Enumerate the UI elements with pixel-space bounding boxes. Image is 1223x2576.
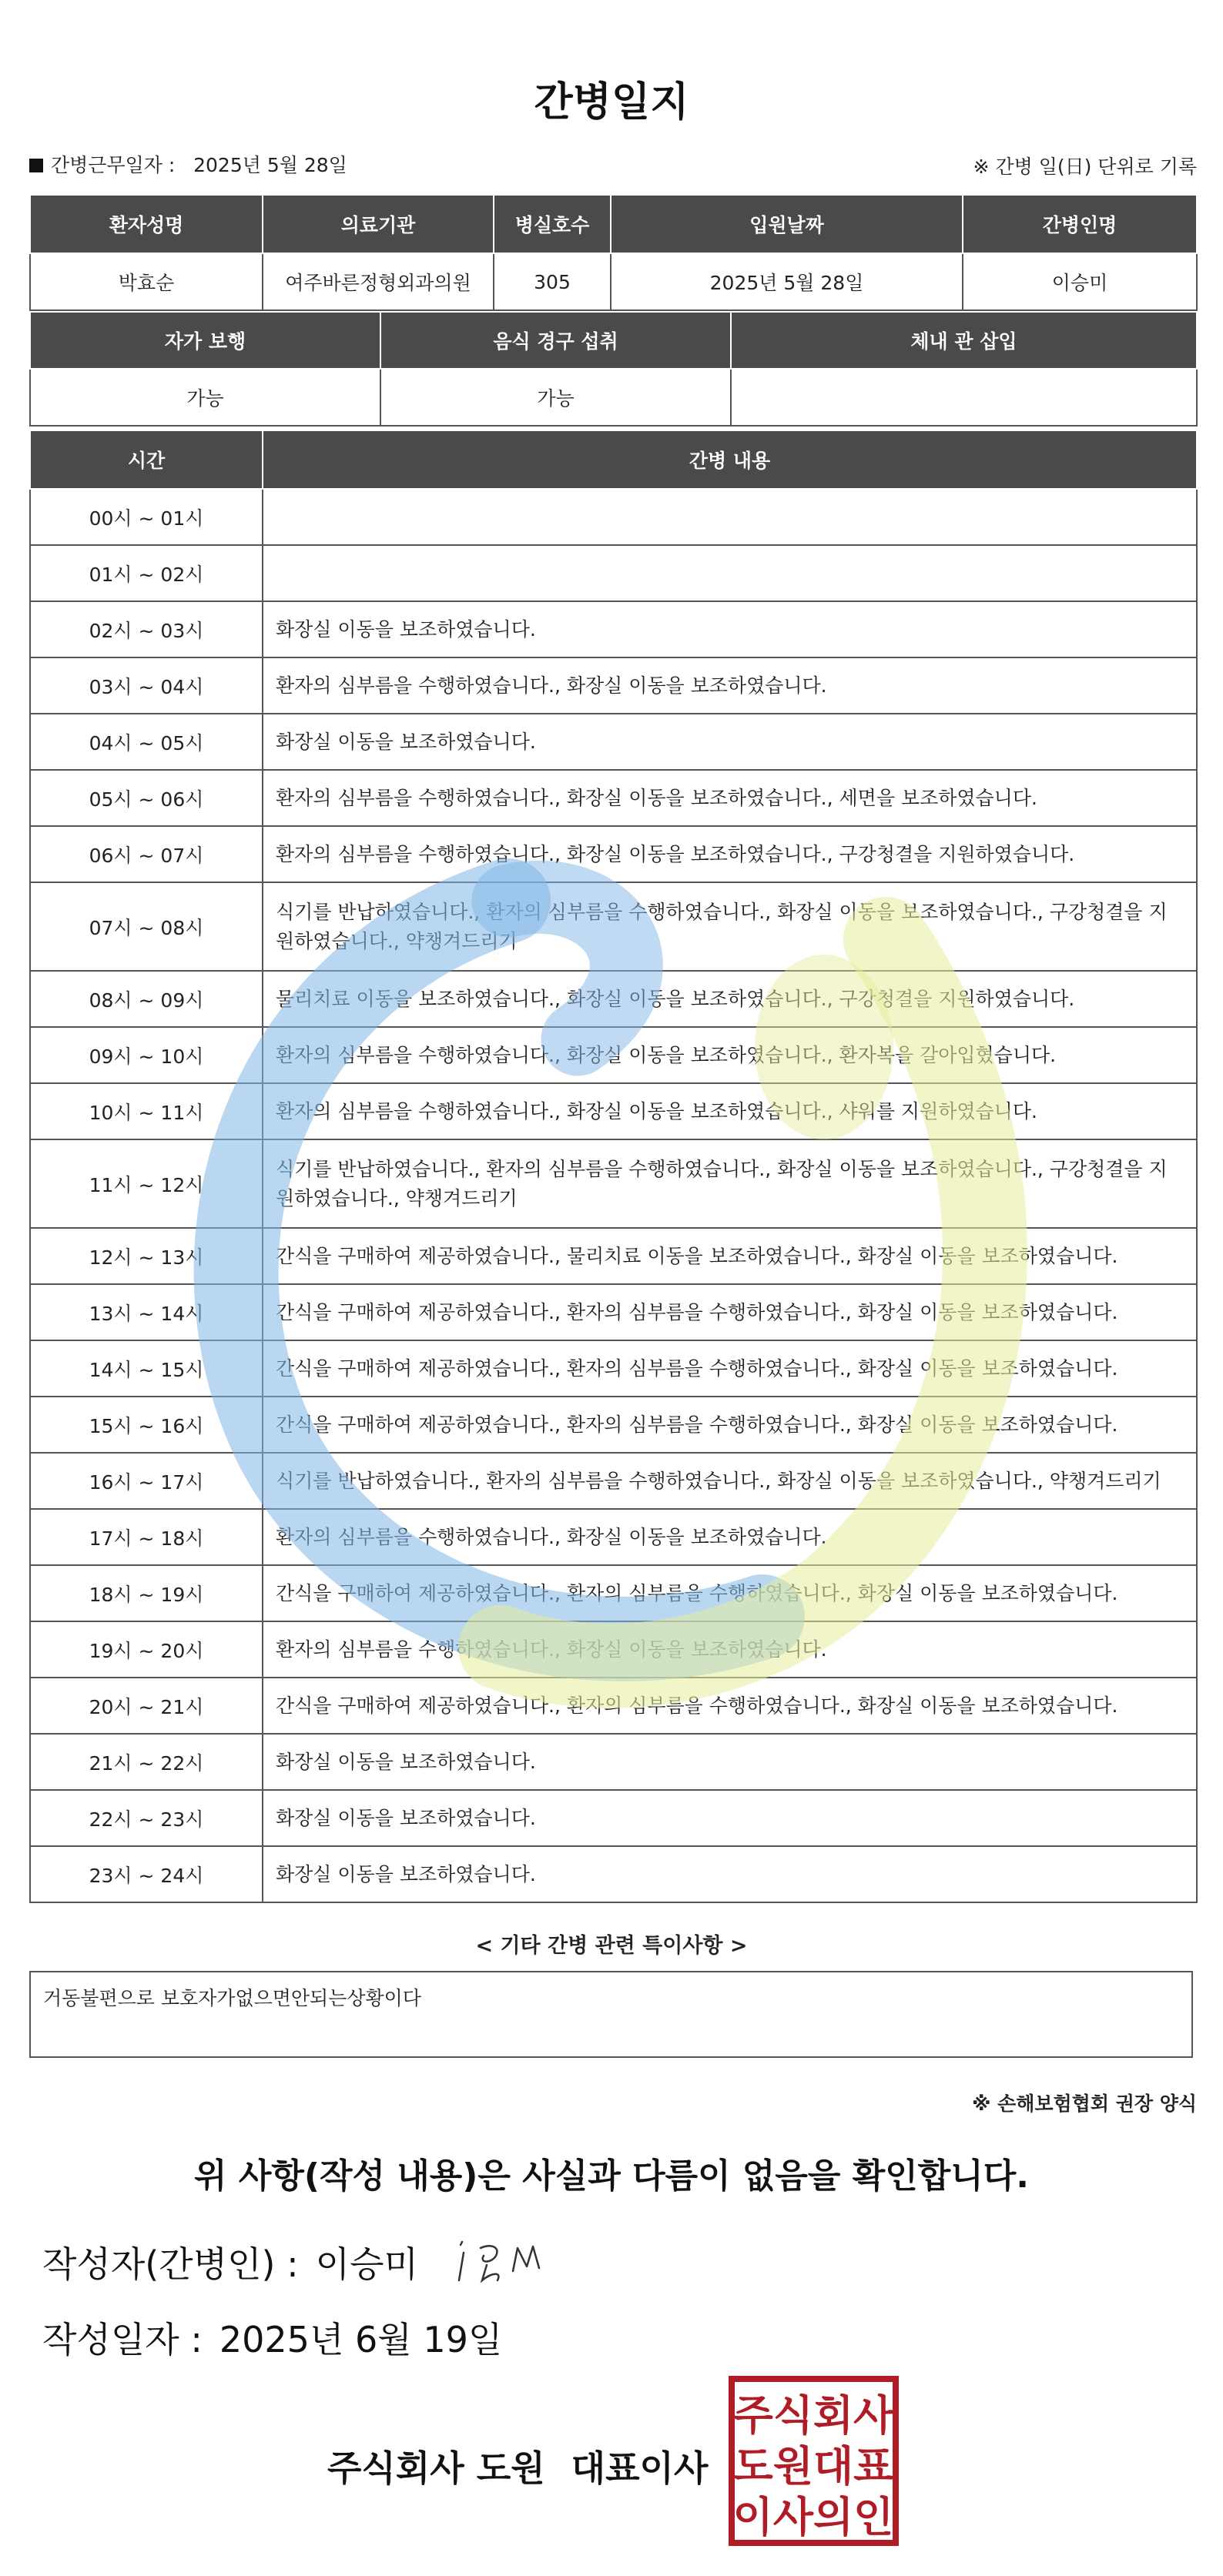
care-date [29, 150, 347, 178]
seal-line-1: 주식회사 [732, 2391, 894, 2440]
tube-value [731, 369, 1197, 426]
table-row [30, 1565, 1197, 1621]
header-patient-name: 환자성명 [30, 195, 263, 253]
table-row [30, 1509, 1197, 1565]
notes-text: 거동불편으로 보호자가없으면안되는상황이다 [43, 1987, 421, 2009]
table-row [30, 657, 1197, 714]
header-hospital: 의료기관 [263, 195, 494, 253]
confirm-statement: 위 사항(작성 내용)은 사실과 다름이 없음을 확인합니다. [194, 2156, 1029, 2196]
row-content: 화장실 이동을 보조하였습니다. [263, 1790, 1197, 1846]
row-content: 화장실 이동을 보조하였습니다. [263, 714, 1197, 770]
table-row [30, 1397, 1197, 1453]
table-row [30, 826, 1197, 882]
writer-row [42, 2236, 418, 2287]
company-seal [727, 2374, 900, 2548]
row-time: 20시 ~ 21시 [30, 1678, 263, 1734]
square-bullet-icon [29, 159, 43, 172]
row-content: 식기를 반납하였습니다., 환자의 심부름을 수행하였습니다., 화장실 이동을 보조하였습니다., 구강청결을 지원하였습니다., 약챙겨드리기 [263, 882, 1197, 971]
header-tube: 체내 관 삽입 [731, 312, 1197, 369]
table-row [30, 489, 1197, 545]
row-content: 식기를 반납하였습니다., 환자의 심부름을 수행하였습니다., 화장실 이동을 보조하였습니다., 구강청결을 지원하였습니다., 약챙겨드리기 [263, 1139, 1197, 1228]
row-content: 간식을 구매하여 제공하였습니다., 물리치료 이동을 보조하였습니다., 화장실 이동을 보조하였습니다. [263, 1228, 1197, 1284]
admission-date: 2025년 5월 28일 [611, 253, 963, 310]
care-date-value: 2025년 5월 28일 [193, 154, 347, 176]
row-time: 07시 ~ 08시 [30, 882, 263, 971]
row-content: 간식을 구매하여 제공하였습니다., 환자의 심부름을 수행하였습니다., 화장실 이동을 보조하였습니다. [263, 1565, 1197, 1621]
table-row [30, 1027, 1197, 1083]
row-content: 환자의 심부름을 수행하였습니다., 화장실 이동을 보조하였습니다. [263, 1509, 1197, 1565]
patient-status-table [29, 311, 1198, 427]
written-date-row [42, 2312, 502, 2363]
row-time: 19시 ~ 20시 [30, 1621, 263, 1678]
row-time: 17시 ~ 18시 [30, 1509, 263, 1565]
row-time: 21시 ~ 22시 [30, 1734, 263, 1790]
table-row [30, 1139, 1197, 1228]
row-time: 16시 ~ 17시 [30, 1453, 263, 1509]
care-date-label: 간병근무일자 : [51, 154, 176, 176]
row-content: 환자의 심부름을 수행하였습니다., 화장실 이동을 보조하였습니다., 환자복을 갈아입혔습니다. [263, 1027, 1197, 1083]
table-row [30, 1678, 1197, 1734]
header-oral-intake: 음식 경구 섭취 [380, 312, 731, 369]
row-time: 13시 ~ 14시 [30, 1284, 263, 1340]
row-time: 04시 ~ 05시 [30, 714, 263, 770]
recommend-note: ※ 손해보험협회 권장 양식 [972, 2093, 1197, 2115]
header-admission-date: 입원날짜 [611, 195, 963, 253]
row-content: 물리치료 이동을 보조하였습니다., 화장실 이동을 보조하였습니다., 구강청결을 지원하였습니다. [263, 971, 1197, 1027]
table-row [30, 601, 1197, 657]
row-content: 환자의 심부름을 수행하였습니다., 화장실 이동을 보조하였습니다., 구강청결을 지원하였습니다. [263, 826, 1197, 882]
row-content: 환자의 심부름을 수행하였습니다., 화장실 이동을 보조하였습니다., 샤워를 지원하였습니다. [263, 1083, 1197, 1139]
written-date-value: 2025년 6월 19일 [219, 2319, 503, 2360]
table-row [30, 545, 1197, 601]
handwritten-signature [447, 2233, 570, 2287]
company-title: 주식회사 도원 [327, 2447, 545, 2489]
patient-info-table [29, 194, 1198, 311]
row-time: 06시 ~ 07시 [30, 826, 263, 882]
writer-label: 작성자(간병인) : [42, 2243, 299, 2285]
row-time: 05시 ~ 06시 [30, 770, 263, 826]
row-content: 간식을 구매하여 제공하였습니다., 환자의 심부름을 수행하였습니다., 화장실 이동을 보조하였습니다. [263, 1340, 1197, 1397]
table-row [30, 1734, 1197, 1790]
oral-intake-value: 가능 [380, 369, 731, 426]
row-time: 03시 ~ 04시 [30, 657, 263, 714]
header-time: 시간 [30, 430, 263, 489]
seal-line-3: 이사의인 [732, 2493, 894, 2541]
table-row [30, 1846, 1197, 1902]
row-time: 11시 ~ 12시 [30, 1139, 263, 1228]
header-walking: 자가 보행 [30, 312, 380, 369]
row-content: 화장실 이동을 보조하였습니다. [263, 601, 1197, 657]
row-content: 간식을 구매하여 제공하였습니다., 환자의 심부름을 수행하였습니다., 화장실 이동을 보조하였습니다. [263, 1284, 1197, 1340]
row-content: 간식을 구매하여 제공하였습니다., 환자의 심부름을 수행하였습니다., 화장실 이동을 보조하였습니다. [263, 1397, 1197, 1453]
written-date-label: 작성일자 : [42, 2319, 203, 2360]
row-content [263, 545, 1197, 601]
seal-line-2: 도원대표 [732, 2442, 894, 2491]
header-care-content: 간병 내용 [263, 430, 1197, 489]
table-row [30, 971, 1197, 1027]
company-name [327, 2441, 708, 2491]
company-representative: 대표이사 [571, 2447, 709, 2489]
row-content: 화장실 이동을 보조하였습니다. [263, 1734, 1197, 1790]
page-title: 간병일지 [534, 79, 689, 125]
row-time: 23시 ~ 24시 [30, 1846, 263, 1902]
room-number: 305 [494, 253, 611, 310]
patient-name: 박효순 [30, 253, 263, 310]
row-time: 10시 ~ 11시 [30, 1083, 263, 1139]
row-content: 환자의 심부름을 수행하였습니다., 화장실 이동을 보조하였습니다. [263, 1621, 1197, 1678]
row-time: 18시 ~ 19시 [30, 1565, 263, 1621]
table-row [30, 714, 1197, 770]
table-row [30, 1790, 1197, 1846]
table-row [30, 1340, 1197, 1397]
row-time: 01시 ~ 02시 [30, 545, 263, 601]
table-row [30, 1621, 1197, 1678]
row-time: 14시 ~ 15시 [30, 1340, 263, 1397]
row-time: 00시 ~ 01시 [30, 489, 263, 545]
header-caregiver: 간병인명 [963, 195, 1197, 253]
row-time: 12시 ~ 13시 [30, 1228, 263, 1284]
row-content: 화장실 이동을 보조하였습니다. [263, 1846, 1197, 1902]
header-room: 병실호수 [494, 195, 611, 253]
row-time: 09시 ~ 10시 [30, 1027, 263, 1083]
table-row [30, 1228, 1197, 1284]
row-content: 환자의 심부름을 수행하였습니다., 화장실 이동을 보조하였습니다. [263, 657, 1197, 714]
table-row [30, 1083, 1197, 1139]
unit-note: ※ 간병 일(日) 단위로 기록 [973, 156, 1197, 178]
row-content: 식기를 반납하였습니다., 환자의 심부름을 수행하였습니다., 화장실 이동을 보조하였습니다., 약챙겨드리기 [263, 1453, 1197, 1509]
row-content [263, 489, 1197, 545]
table-row [30, 770, 1197, 826]
table-row [30, 1284, 1197, 1340]
row-content: 환자의 심부름을 수행하였습니다., 화장실 이동을 보조하였습니다., 세면을 보조하였습니다. [263, 770, 1197, 826]
notes-title: < 기타 간병 관련 특이사항 > [475, 1934, 748, 1958]
hospital-name: 여주바른정형외과의원 [263, 253, 494, 310]
row-time: 15시 ~ 16시 [30, 1397, 263, 1453]
walking-value: 가능 [30, 369, 380, 426]
row-content: 간식을 구매하여 제공하였습니다., 환자의 심부름을 수행하였습니다., 화장실 이동을 보조하였습니다. [263, 1678, 1197, 1734]
table-row [30, 882, 1197, 971]
row-time: 02시 ~ 03시 [30, 601, 263, 657]
writer-name: 이승미 [315, 2243, 418, 2285]
caregiver-name: 이승미 [963, 253, 1197, 310]
row-time: 08시 ~ 09시 [30, 971, 263, 1027]
row-time: 22시 ~ 23시 [30, 1790, 263, 1846]
notes-box [29, 1971, 1193, 2058]
care-log-table [29, 430, 1198, 1903]
table-row [30, 1453, 1197, 1509]
